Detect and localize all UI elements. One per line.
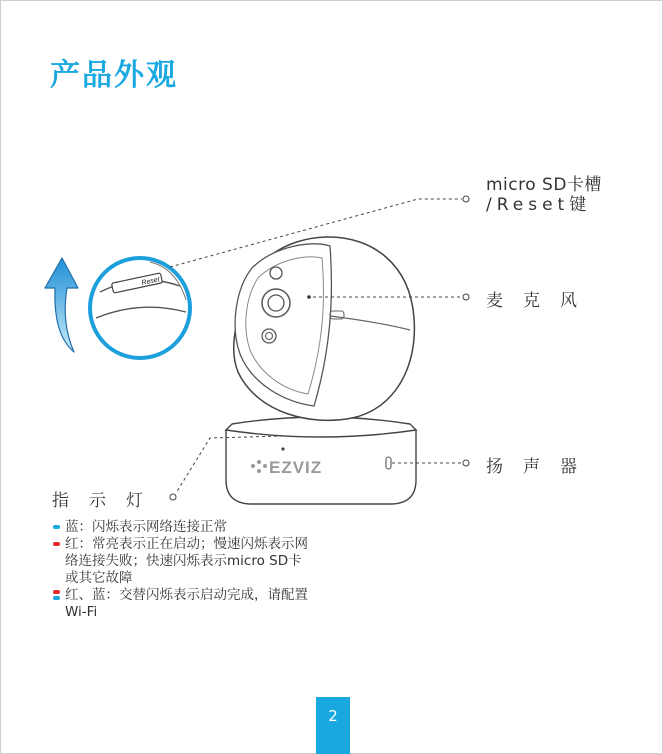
led-legend <box>52 519 314 621</box>
reset-slot-label: Reset <box>140 276 161 287</box>
legend-red-blue-text: 红、蓝：交替闪烁表示启动完成，请配置Wi-Fi <box>65 587 308 620</box>
legend-red-text: 红：常亮表示正在启动；慢速闪烁表示网络连接失败；快速闪烁表示micro SD卡或其它故障 <box>65 536 308 586</box>
blue-led-icon <box>53 525 60 529</box>
legend-item-red <box>52 536 314 587</box>
blue-led-icon <box>53 596 60 600</box>
callout-mic: 麦克风 <box>486 291 597 311</box>
page-number: 2 <box>316 697 350 754</box>
callout-speaker: 扬声器 <box>486 457 597 477</box>
callout-microsd-line1: micro SD卡槽 <box>486 175 602 195</box>
ezviz-logo-text: EZVIZ <box>269 458 323 477</box>
legend-item-blue <box>52 519 314 536</box>
callout-microsd-line2: /Reset键 <box>486 195 592 215</box>
legend-blue-text: 蓝：闪烁表示网络连接正常 <box>65 519 227 535</box>
callout-microsd <box>486 175 602 215</box>
red-led-icon <box>53 590 60 594</box>
microsd-slot-zoom <box>90 258 190 358</box>
legend-item-red-blue <box>52 587 314 621</box>
page-title: 产品外观 <box>50 58 178 93</box>
callout-indicator: 指示灯 <box>52 491 163 511</box>
red-led-icon <box>53 542 60 546</box>
rotate-arrow-icon <box>45 258 78 352</box>
